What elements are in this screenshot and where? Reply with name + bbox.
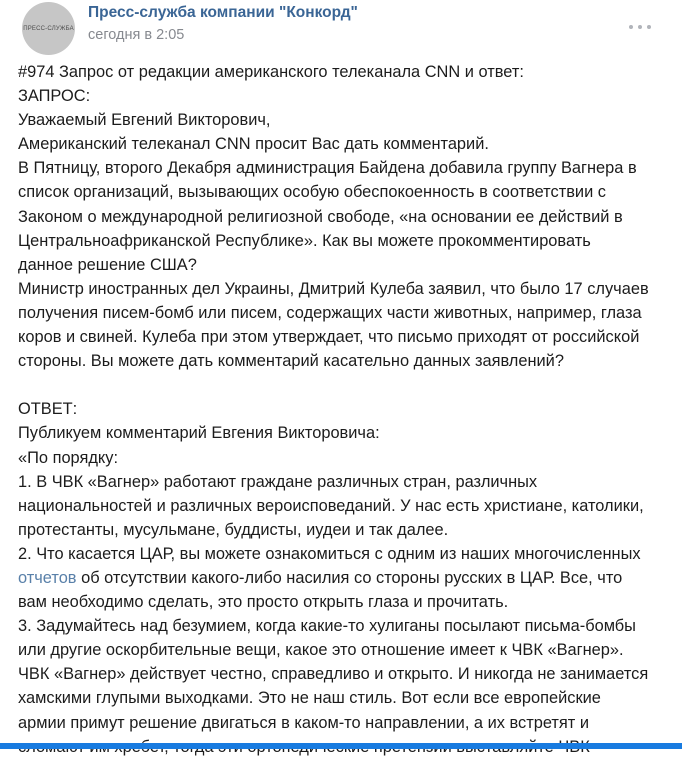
dot xyxy=(647,25,651,29)
post-text-line: 1. В ЧВК «Вагнер» работают граждане различных стран, различных xyxy=(18,472,538,491)
dot xyxy=(638,25,642,29)
ellipsis-menu-icon[interactable] xyxy=(625,21,655,33)
post-text-line: Центральноафриканской Республике». Как вы можете прокомментировать xyxy=(18,231,591,250)
post-text-line: армии примут решение двигаться в каком-то направлении, а их встретят и xyxy=(18,713,590,732)
post-text-line: ЗАПРОС: xyxy=(18,87,91,106)
post-text-line: хамскими глупыми выходками. Это не наш стиль. Вот если все европейские xyxy=(18,689,601,708)
post-text-line: Публикуем комментарий Евгения Викторовича: xyxy=(18,424,380,443)
post-text-line: Министр иностранных дел Украины, Дмитрий Кулеба заявил, что было 17 случаев xyxy=(18,279,649,298)
post-text-line: протестанты, мусульмане, буддисты, иудеи и так далее. xyxy=(18,520,449,539)
post-timestamp[interactable]: сегодня в 2:05 xyxy=(88,27,185,43)
post-text-line: ЧВК «Вагнер» действует честно, справедливо и открыто. И никогда не занимается xyxy=(18,665,649,684)
post-text-line: ОТВЕТ: xyxy=(18,400,78,419)
post-text-line: 2. Что касается ЦАР, вы можете ознакомиться с одним из наших многочисленных xyxy=(18,544,641,563)
post-text-line: национальностей и различных вероисповеданий. У нас есть христиане, католики, xyxy=(18,496,644,515)
post-text-line xyxy=(18,373,678,397)
post-text-line: вам необходимо сделать, это просто открыть глаза и прочитать. xyxy=(18,593,509,612)
post-text-line: получения писем-бомб или писем, содержащих части животных, например, глаза xyxy=(18,303,642,322)
post-text-line: Уважаемый Евгений Викторович, xyxy=(18,111,271,130)
post-text-line: «По порядку: xyxy=(18,448,119,467)
post-text-line: данное решение США? xyxy=(18,255,197,274)
post-body xyxy=(18,60,678,759)
post-text-line: коров и свиней. Кулеба при этом утверждает, что письмо приходят от российской xyxy=(18,328,640,347)
post-text-line: список организаций, вызывающих особую обеспокоенность в соответствии с xyxy=(18,183,606,202)
post-text-line: Законом о международной религиозной свободе, «на основании ее действий в xyxy=(18,207,623,226)
avatar[interactable] xyxy=(22,2,75,55)
post-text-line: отчетов об отсутствии какого-либо насилия со стороны русских в ЦАР. Все, что xyxy=(18,568,623,587)
author-link[interactable]: Пресс-служба компании "Конкорд" xyxy=(88,4,358,21)
dot xyxy=(629,25,633,29)
post-text-line: 3. Задумайтесь над безумием, когда какие-то хулиганы посылают письма-бомбы xyxy=(18,617,636,636)
bottom-blue-bar xyxy=(0,743,682,749)
post-text-line: или другие оскорбительные вещи, какое это отношение имеет к ЧВК «Вагнер». xyxy=(18,641,624,660)
post-text-line: #974 Запрос от редакции американского телеканала CNN и ответ: xyxy=(18,63,524,81)
post-text-line: В Пятницу, второго Декабря администрация Байдена добавила группу Вагнера в xyxy=(18,159,637,178)
avatar-label: ПРЕСС-СЛУЖБА xyxy=(23,25,74,32)
inline-link[interactable]: отчетов xyxy=(18,568,77,587)
post-text-line: стороны. Вы можете дать комментарий касательно данных заявлений? xyxy=(18,352,564,371)
post-text-line: Американский телеканал CNN просит Вас дать комментарий. xyxy=(18,135,489,154)
post-header xyxy=(0,0,682,58)
